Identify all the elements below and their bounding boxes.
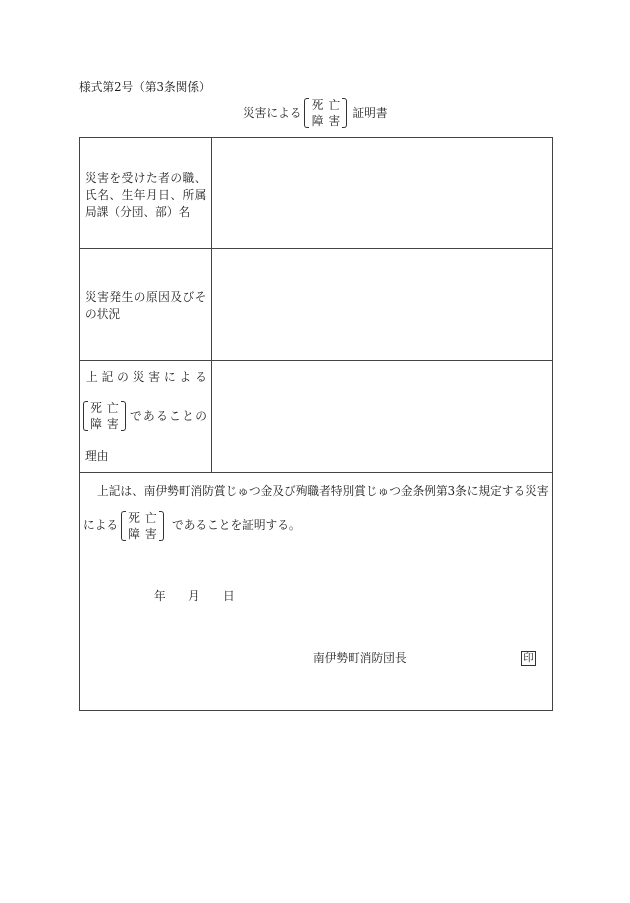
form-number: 様式第2号（第3条関係） [79,80,211,94]
cause-value-cell [212,249,552,360]
certification-statement-suffix: であることを証明する。 [172,518,301,532]
cause-label-line: の状況 [85,307,121,321]
reason-option-disability: 障害 [90,417,124,431]
certification-option-disability: 障害 [128,527,162,541]
victim-info-label-line: 災害を受けた者の職、 [85,171,207,185]
cause-label-cell [80,249,211,360]
title-option-bracket [304,97,347,129]
seal-mark: 印 [523,652,534,664]
reason-option-death: 死亡 [90,401,124,415]
title-suffix: 証明書 [352,105,388,120]
cause-label-line: 災害発生の原因及びそ [85,290,207,304]
reason-label-cell [80,361,211,472]
title-prefix: 災害による [243,105,302,120]
victim-info-label [85,170,207,221]
victim-info-value-cell [212,138,552,248]
reason-label-line3: 理由 [85,449,109,463]
reason-option-bracket [83,400,126,432]
seal-box [521,651,536,666]
reason-label-line2-suffix: であることの [130,409,209,423]
certification-section [80,473,552,710]
certificate-table [79,137,553,711]
title-option-death: 死亡 [311,98,346,112]
right-bracket [159,511,164,541]
right-bracket [342,98,347,128]
date-month-label: 月 [188,589,200,603]
title-option-disability: 障害 [311,114,346,128]
certification-option-death: 死亡 [128,511,162,525]
certification-statement-line1: 上記は、南伊勢町消防賞じゅつ金及び殉職者特別賞じゅつ金条例第3条に規定する災害 [97,484,549,498]
victim-info-label-line: 氏名、生年月日、所属 [85,188,207,202]
certification-statement-prefix: による [83,518,119,532]
cause-label [85,289,207,323]
right-bracket [121,401,126,431]
reason-value-cell [212,361,552,472]
certification-option-bracket [121,510,164,542]
date-day-label: 日 [223,589,235,603]
issuer-title: 南伊勢町消防団長 [313,651,407,665]
reason-label-line1: 上記の災害による [86,370,211,384]
victim-info-label-cell [80,138,211,248]
document-title [243,97,388,129]
date-year-label: 年 [154,589,166,603]
victim-info-label-line: 局課（分団、部）名 [85,205,191,219]
